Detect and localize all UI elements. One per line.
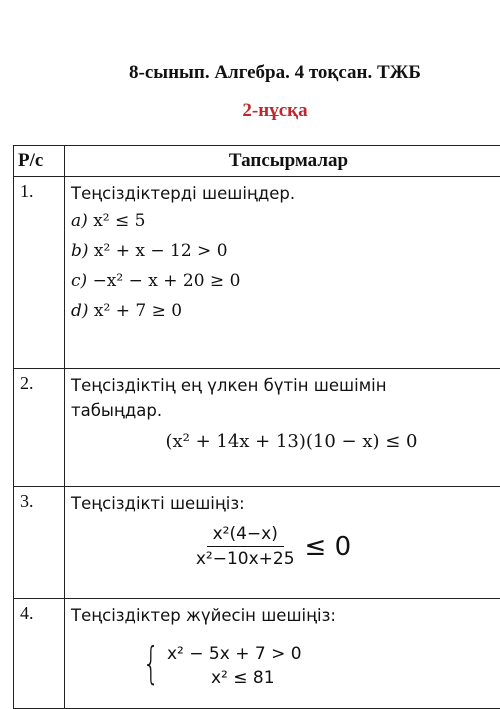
column-header-number: Р/с — [14, 146, 65, 177]
task-number: 1. — [14, 177, 65, 369]
task-statement: Теңсіздікті шешіңіз: — [71, 491, 500, 516]
option-expression: −x² − x + 20 ≥ 0 — [93, 271, 241, 291]
task-row-3 — [14, 487, 500, 599]
task-content — [65, 487, 500, 599]
task-statement: Теңсіздіктерді шешіңдер. — [71, 181, 500, 206]
system-brace: { — [143, 642, 160, 690]
system-lines — [167, 642, 302, 690]
table-header-row — [14, 146, 500, 177]
task-row-2 — [14, 369, 500, 487]
task-statement-line1: Теңсіздіктің ең үлкен бүтін шешімін — [71, 373, 500, 398]
task-row-1 — [14, 177, 500, 369]
task-statement: Теңсіздіктер жүйесін шешіңіз: — [71, 603, 500, 628]
task-content — [65, 177, 500, 369]
fraction — [192, 524, 299, 569]
task-number: 3. — [14, 487, 65, 599]
tasks-table — [13, 145, 500, 709]
task-expression: (x² + 14x + 13)(10 − x) ≤ 0 — [71, 431, 500, 452]
option-a — [71, 206, 500, 236]
task-statement-line2: табыңдар. — [71, 398, 500, 423]
task-content — [65, 369, 500, 487]
option-expression: x² ≤ 5 — [93, 211, 145, 231]
option-label: b) — [71, 241, 89, 261]
inequality-relation: ≤ 0 — [305, 532, 352, 562]
column-header-tasks: Тапсырмалар — [65, 146, 500, 177]
inequality-system — [137, 642, 500, 690]
option-label: a) — [71, 211, 88, 231]
option-label: d) — [71, 301, 89, 321]
fraction-numerator: x²(4−x) — [207, 524, 284, 547]
option-b — [71, 236, 500, 266]
task-content — [65, 599, 500, 709]
option-label: c) — [71, 271, 87, 291]
fraction-inequality — [71, 524, 500, 569]
task-number: 4. — [14, 599, 65, 709]
option-d — [71, 296, 500, 326]
page-title: 8-сынып. Алгебра. 4 тоқсан. ТЖБ — [0, 62, 500, 84]
fraction-denominator: x²−10x+25 — [192, 547, 299, 569]
option-expression: x² + x − 12 > 0 — [94, 241, 228, 261]
system-line-1: x² − 5x + 7 > 0 — [167, 642, 302, 666]
task-number: 2. — [14, 369, 65, 487]
variant-label: 2-нұсқа — [0, 100, 500, 122]
option-expression: x² + 7 ≥ 0 — [94, 301, 182, 321]
task-row-4 — [14, 599, 500, 709]
option-c — [71, 266, 500, 296]
system-line-2: x² ≤ 81 — [167, 666, 302, 690]
